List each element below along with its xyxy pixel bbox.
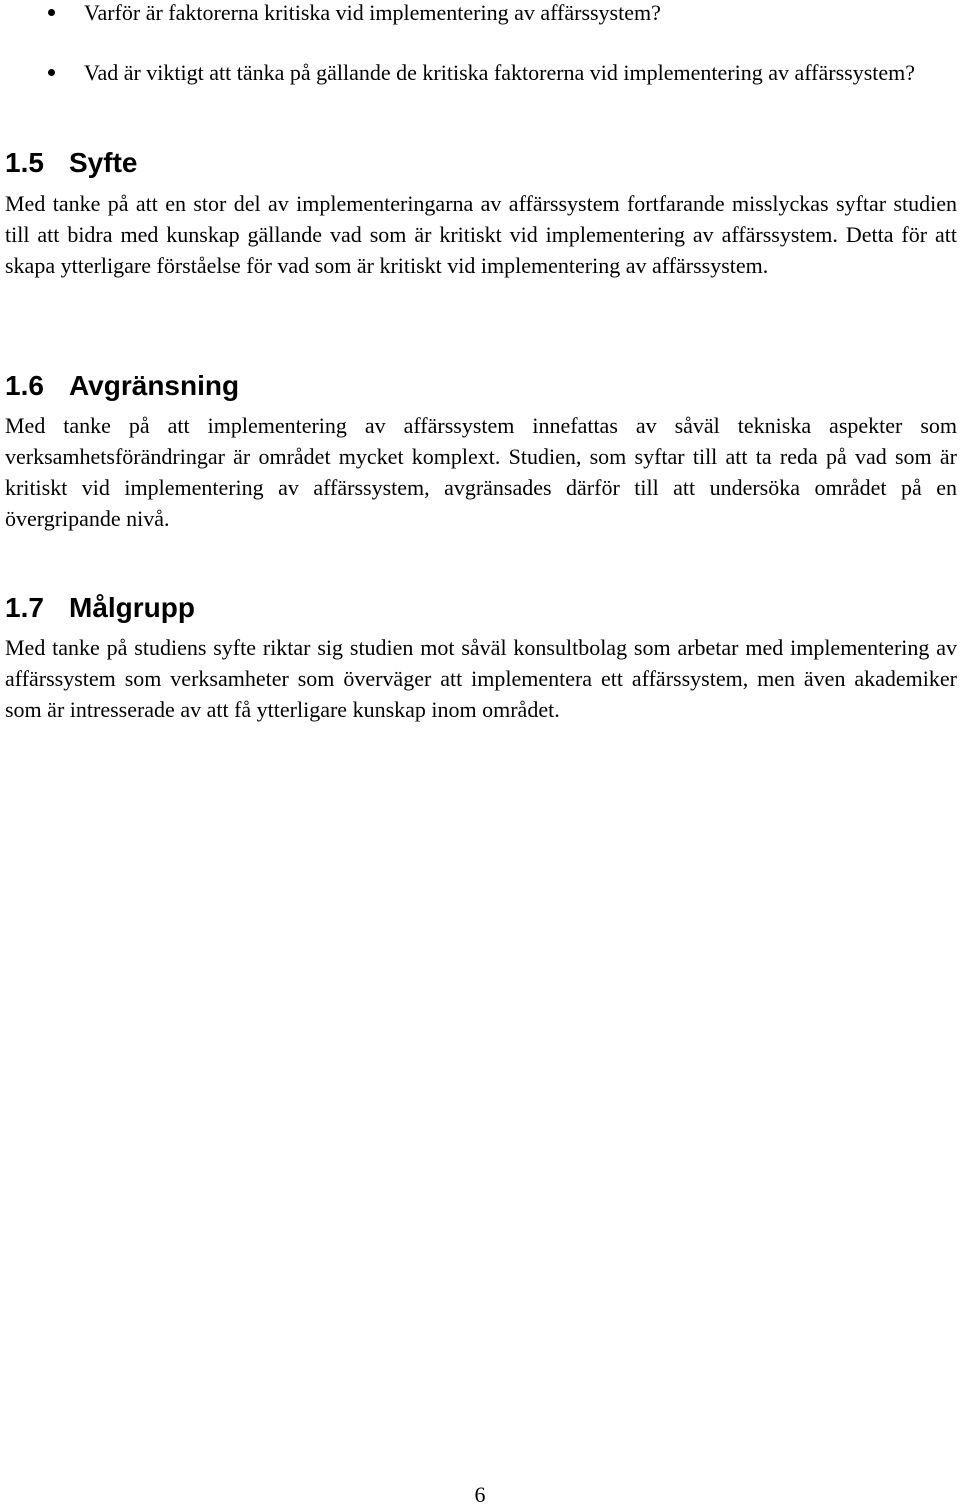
section-heading-syfte	[5, 145, 137, 181]
section-number: 1.6	[5, 370, 44, 401]
question-list-item	[5, 0, 960, 28]
bullet-icon	[48, 69, 55, 76]
section-body-syfte: Med tanke på att en stor del av implementeringarna av affärssystem fortfarande misslyckas syftar studien till att bidra med kunskap gällande vad som är kritiskt vid implementering av affärssystem. Detta för att skapa ytterligare förståelse för vad som är kritiskt vid implementering av affärssystem.	[5, 191, 957, 278]
section-heading-avgransning	[5, 368, 239, 404]
section-title: Avgränsning	[69, 370, 240, 401]
section-title: Syfte	[69, 147, 138, 178]
bullet-icon	[48, 9, 55, 16]
section-number: 1.5	[5, 147, 44, 178]
section-body-avgransning: Med tanke på att implementering av affärssystem innefattas av såväl tekniska aspekter som verksamhetsförändringar är området mycket komplext. Studien, som syftar till att ta reda på vad som är kritiskt vid implementering av affärssystem, avgränsades därför till att undersöka området på en övergripande nivå.	[5, 413, 957, 531]
question-text: Vad är viktigt att tänka på gällande de kritiska faktorerna vid implementering av affärssystem?	[84, 60, 916, 85]
question-text: Varför är faktorerna kritiska vid implementering av affärssystem?	[84, 0, 661, 25]
section-number: 1.7	[5, 592, 44, 623]
section-body-malgrupp: Med tanke på studiens syfte riktar sig studien mot såväl konsultbolag som arbetar med implementering av affärssystem som verksamheter som överväger att implementera ett affärssystem, men även akademiker som är intresserade av att få ytterligare kunskap inom området.	[5, 635, 957, 722]
section-heading-malgrupp	[5, 590, 195, 626]
page-number: 6	[474, 1482, 486, 1507]
question-list-item	[5, 57, 960, 88]
section-title: Målgrupp	[69, 592, 195, 623]
